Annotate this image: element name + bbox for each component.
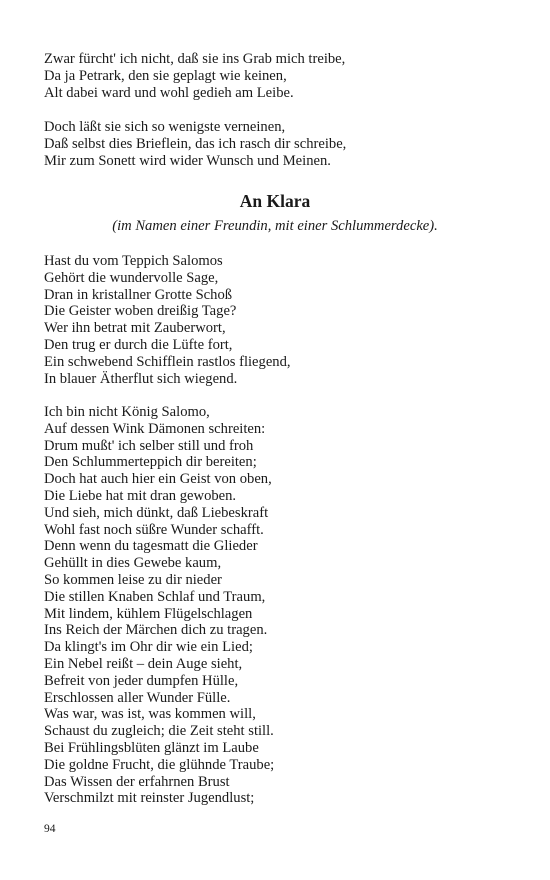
page-number: 94 xyxy=(44,823,56,835)
verse-line: Da ja Petrark, den sie geplagt wie keinen, xyxy=(44,67,287,84)
verse-line: Wer ihn betrat mit Zauberwort, xyxy=(44,320,226,337)
verse-line: Denn wenn du tagesmatt die Glieder xyxy=(44,538,258,555)
verse-line: Ein Nebel reißt – dein Auge sieht, xyxy=(44,655,243,672)
verse-line: Drum mußt' ich selber still und froh xyxy=(44,437,254,454)
prev-poem-stanza-1 xyxy=(44,51,345,101)
poem-title: An Klara xyxy=(239,191,311,211)
verse-line: Ein schwebend Schifflein rastlos fliegend, xyxy=(44,353,291,370)
verse-line: Hast du vom Teppich Salomos xyxy=(44,253,223,269)
poem-stanza-2 xyxy=(44,404,274,807)
verse-line: Ich bin nicht König Salomo, xyxy=(44,404,210,420)
verse-line: Den trug er durch die Lüfte fort, xyxy=(44,336,233,353)
verse-line: Schaust du zugleich; die Zeit steht still. xyxy=(44,723,274,740)
verse-line: Das Wissen der erfahrnen Brust xyxy=(44,773,230,790)
verse-line: Gehüllt in dies Gewebe kaum, xyxy=(44,555,222,572)
prev-poem-stanza-2 xyxy=(44,119,346,169)
verse-line: Mir zum Sonett wird wider Wunsch und Meinen. xyxy=(44,152,331,169)
verse-line: Bei Frühlingsblüten glänzt im Laube xyxy=(44,739,259,756)
verse-line: Alt dabei ward und wohl gedieh am Leibe. xyxy=(44,84,294,101)
verse-line: Wohl fast noch süßre Wunder schafft. xyxy=(44,521,264,538)
verse-line: Die Geister woben dreißig Tage? xyxy=(44,303,237,320)
verse-line: In blauer Ätherflut sich wiegend. xyxy=(44,370,238,387)
verse-line: Mit lindem, kühlem Flügelschlagen xyxy=(44,605,253,622)
verse-line: Erschlossen aller Wunder Fülle. xyxy=(44,689,231,706)
verse-line: Die stillen Knaben Schlaf und Traum, xyxy=(44,588,266,605)
verse-line: Verschmilzt mit reinster Jugendlust; xyxy=(44,790,255,807)
verse-line: Doch läßt sie sich so wenigste verneinen, xyxy=(44,119,286,135)
verse-line: Den Schlummerteppich dir bereiten; xyxy=(44,454,257,471)
verse-line: Ins Reich der Märchen dich zu tragen. xyxy=(44,622,268,639)
verse-line: Die goldne Frucht, die glühnde Traube; xyxy=(44,756,275,773)
verse-line: Was war, was ist, was kommen will, xyxy=(44,706,256,723)
verse-line: Da klingt's im Ohr dir wie ein Lied; xyxy=(44,639,253,656)
verse-line: Auf dessen Wink Dämonen schreiten: xyxy=(44,420,266,437)
verse-line: Dran in kristallner Grotte Schoß xyxy=(44,286,233,303)
verse-line: Gehört die wundervolle Sage, xyxy=(44,269,219,286)
verse-line: So kommen leise zu dir nieder xyxy=(44,571,222,588)
poem-stanza-1 xyxy=(44,253,291,387)
verse-line: Die Liebe hat mit dran gewoben. xyxy=(44,487,237,504)
verse-line: Befreit von jeder dumpfen Hülle, xyxy=(44,672,239,689)
verse-line: Zwar fürcht' ich nicht, daß sie ins Grab mich treibe, xyxy=(44,51,346,67)
verse-line: Doch hat auch hier ein Geist von oben, xyxy=(44,471,272,488)
verse-line: Daß selbst dies Brieflein, das ich rasch dir schreibe, xyxy=(44,135,347,152)
poem-subtitle: (im Namen einer Freundin, mit einer Schlummerdecke). xyxy=(112,218,438,234)
verse-line: Und sieh, mich dünkt, daß Liebeskraft xyxy=(44,504,269,521)
